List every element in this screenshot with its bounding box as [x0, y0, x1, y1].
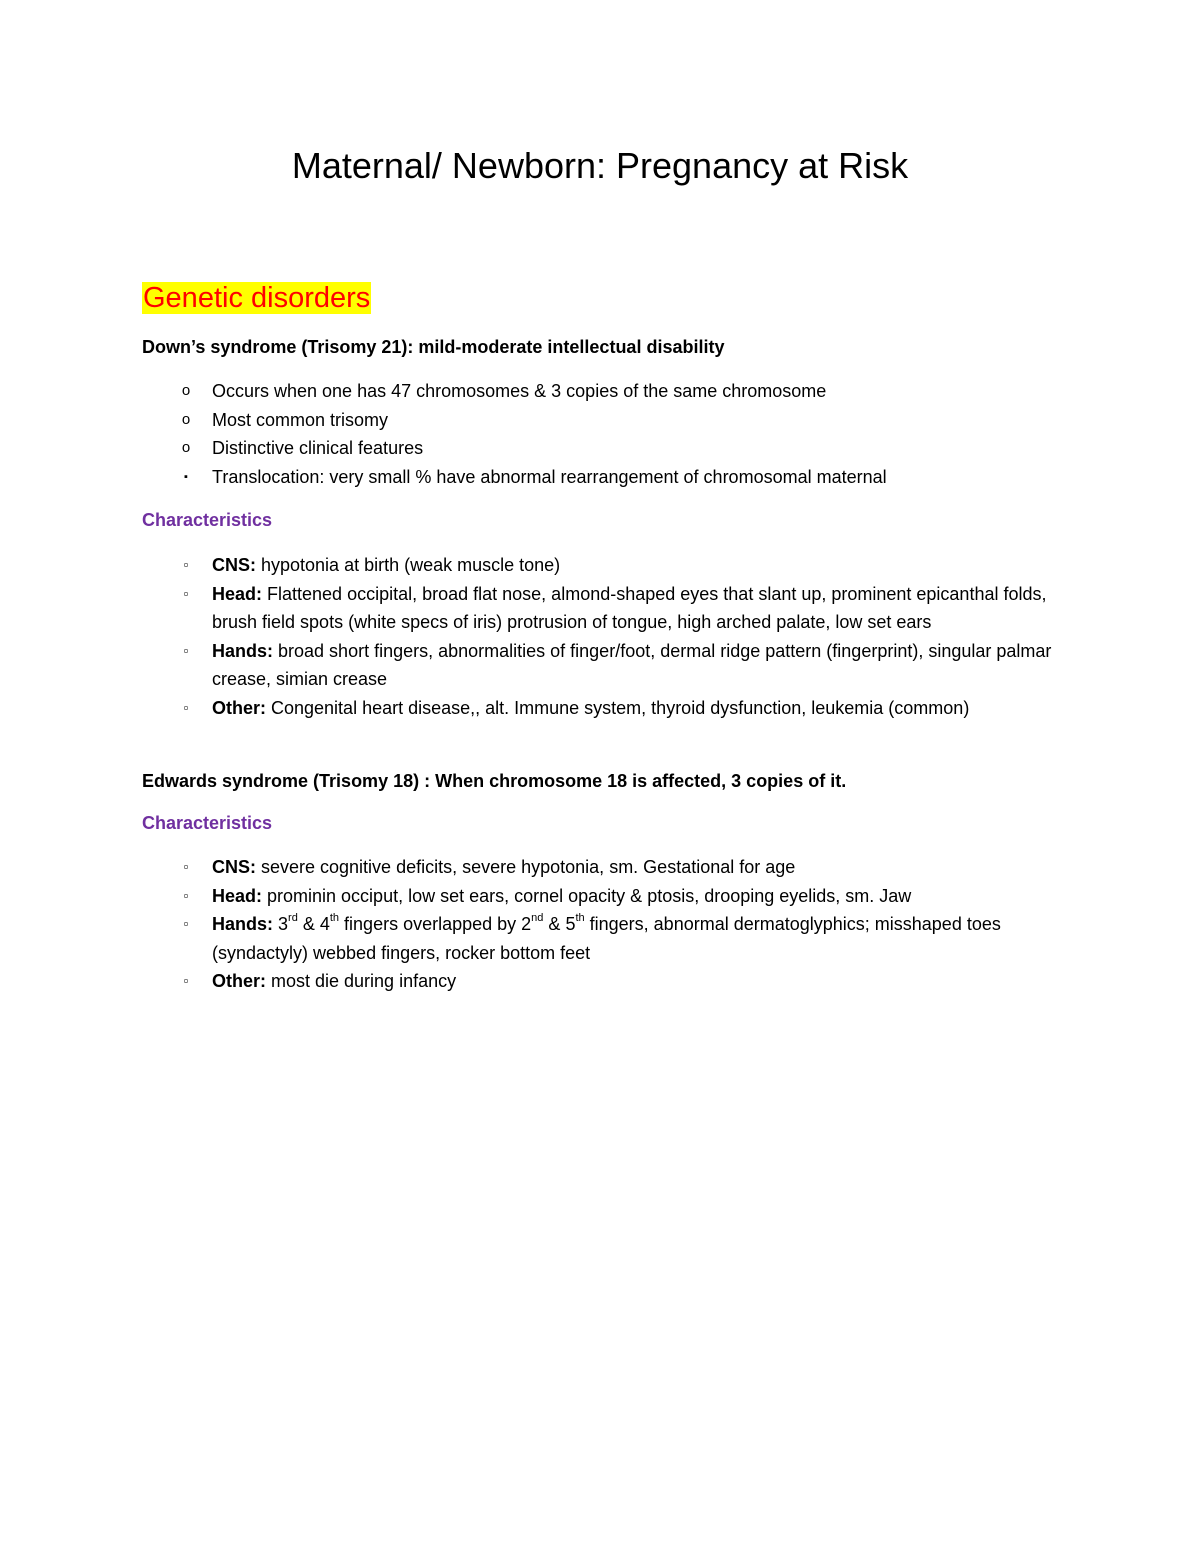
- hollow-square-bullet-icon: ▫: [183, 585, 189, 601]
- list-item: ▫ CNS: severe cognitive deficits, severe hypotonia, sm. Gestational for age: [0, 853, 1200, 882]
- list-item: o Distinctive clinical features: [0, 434, 1200, 463]
- circle-bullet-icon: o: [181, 382, 191, 399]
- list-item: o Most common trisomy: [0, 406, 1200, 435]
- document-title: Maternal/ Newborn: Pregnancy at Risk: [291, 145, 909, 186]
- downs-points-list: [0, 377, 1200, 491]
- hollow-square-bullet-icon: ▫: [183, 642, 189, 658]
- highlighted-heading-text: Genetic disorders: [143, 282, 371, 314]
- downs-characteristics-list: [0, 551, 1200, 722]
- hollow-square-bullet-icon: ▫: [183, 973, 189, 988]
- square-bullet-icon: ▪: [184, 470, 188, 483]
- hollow-square-bullet-icon: ▫: [183, 887, 189, 903]
- downs-syndrome-heading: Down’s syndrome (Trisomy 21): mild-moderate intellectual disability: [142, 337, 725, 357]
- list-item: ▫ Head: prominin occiput, low set ears, cornel opacity & ptosis, drooping eyelids, sm. Jaw: [0, 882, 1200, 911]
- circle-bullet-icon: o: [181, 410, 191, 428]
- downs-characteristics-label: Characteristics: [142, 510, 273, 530]
- hollow-square-bullet-icon: ▫: [183, 557, 189, 572]
- list-item: ▫ Head: Flattened occipital, broad flat nose, almond-shaped eyes that slant up, prominent epicanthal folds, brush field spots (white specs of iris) protrusion of tongue, high arched palate, low set ears: [0, 580, 1200, 637]
- section-heading-genetic-disorders: [142, 278, 371, 318]
- edwards-syndrome-heading: Edwards syndrome (Trisomy 18) : When chromosome 18 is affected, 3 copies of it.: [142, 771, 847, 791]
- circle-bullet-icon: o: [181, 439, 191, 456]
- hollow-square-bullet-icon: ▫: [183, 699, 189, 715]
- list-item: ▫ Hands: 3rd & 4th fingers overlapped by 2nd & 5th fingers, abnormal dermatoglyphics; misshaped toes (syndactyly) webbed fingers, rocker bottom feet: [0, 910, 1200, 967]
- list-item: ▫ CNS: hypotonia at birth (weak muscle tone): [0, 551, 1200, 580]
- edwards-characteristics-list: [0, 853, 1200, 996]
- list-item: ▫ Hands: broad short fingers, abnormalities of finger/foot, dermal ridge pattern (fingerprint), singular palmar crease, simian crease: [0, 637, 1200, 694]
- edwards-characteristics-label: Characteristics: [142, 813, 273, 833]
- list-item: ▫ Other: Congenital heart disease,, alt. Immune system, thyroid dysfunction, leukemia (common): [0, 694, 1200, 723]
- hollow-square-bullet-icon: ▫: [183, 859, 189, 874]
- hollow-square-bullet-icon: ▫: [183, 916, 189, 931]
- list-item: ▪ Translocation: very small % have abnormal rearrangement of chromosomal maternal: [0, 463, 1200, 492]
- list-item: ▫ Other: most die during infancy: [0, 967, 1200, 996]
- list-item: o Occurs when one has 47 chromosomes & 3 copies of the same chromosome: [0, 377, 1200, 406]
